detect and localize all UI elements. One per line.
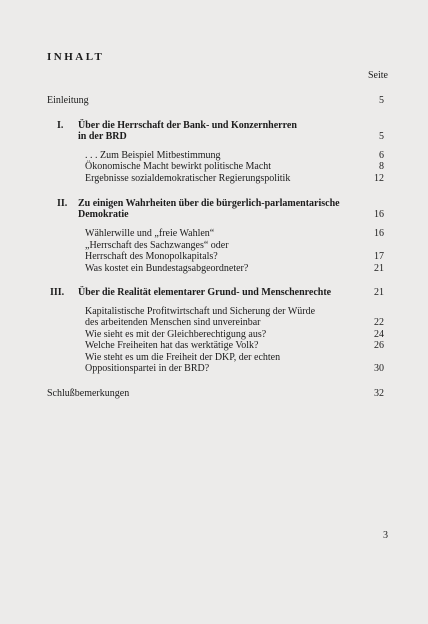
toc-entry-page: 8 [379, 161, 384, 172]
part-number-3: III. [50, 287, 65, 298]
toc-entry-line2: des arbeitenden Menschen sind unvereinbar [85, 317, 261, 328]
page-number-einleitung: 5 [379, 95, 384, 106]
part-title-3: Über die Realität elementarer Grund- und Menschenrechte [78, 287, 332, 298]
toc-entry-schluss: Schlußbemerkungen [47, 388, 130, 399]
toc-entry-page: 16 [374, 228, 384, 239]
toc-entry: Wählerwille und „freie Wahlen“ [85, 228, 215, 239]
part-number-1: I. [57, 120, 64, 131]
toc-entry-line2: Herrschaft des Monopolkapitals? [85, 251, 218, 262]
part-number-2: II. [57, 198, 68, 209]
toc-entry: Ökonomische Macht bewirkt politische Macht [85, 161, 272, 172]
toc-entry: Welche Freiheiten hat das werktätige Volk? [85, 340, 259, 351]
toc-entry-line2: Oppositionspartei in der BRD? [85, 363, 210, 374]
toc-entry-line1: Kapitalistische Profitwirtschaft und Sicherung der Würde [85, 306, 316, 317]
part-page-1: 5 [379, 131, 384, 142]
folio-page-number: 3 [383, 530, 388, 541]
part-title-1-line1: Über die Herrschaft der Bank- und Konzernherren [78, 120, 297, 131]
toc-entry: Ergebnisse sozialdemokratischer Regierungspolitik [85, 173, 291, 184]
toc-entry: . . . Zum Beispiel Mitbestimmung [85, 150, 221, 161]
toc-entry-line1: Wie steht es um die Freiheit der DKP, der echten [85, 352, 281, 363]
part-page-3: 21 [374, 287, 384, 298]
toc-entry-einleitung: Einleitung [47, 95, 89, 106]
toc-entry-line1: „Herrschaft des Sachzwanges“ oder [85, 240, 229, 251]
toc-entry-page: 6 [379, 150, 384, 161]
toc-entry-page: 24 [374, 329, 384, 340]
part-page-2: 16 [374, 209, 384, 220]
toc-heading: INHALT [47, 51, 105, 63]
toc-entry-page: 26 [374, 340, 384, 351]
page-number-schluss: 32 [374, 388, 384, 399]
part-title-2-line2: Demokratie [78, 209, 129, 220]
toc-entry-page: 17 [374, 251, 384, 262]
part-title-1-line2: in der BRD [78, 131, 127, 142]
toc-entry: Was kostet ein Bundestagsabgeordneter? [85, 263, 249, 274]
part-title-2-line1: Zu einigen Wahrheiten über die bürgerlich-parlamentarische [78, 198, 340, 209]
page-column-label: Seite [368, 70, 388, 81]
toc-entry-page: 30 [374, 363, 384, 374]
toc-entry-page: 22 [374, 317, 384, 328]
toc-entry: Wie sieht es mit der Gleichberechtigung aus? [85, 329, 267, 340]
toc-entry-page: 12 [374, 173, 384, 184]
toc-entry-page: 21 [374, 263, 384, 274]
